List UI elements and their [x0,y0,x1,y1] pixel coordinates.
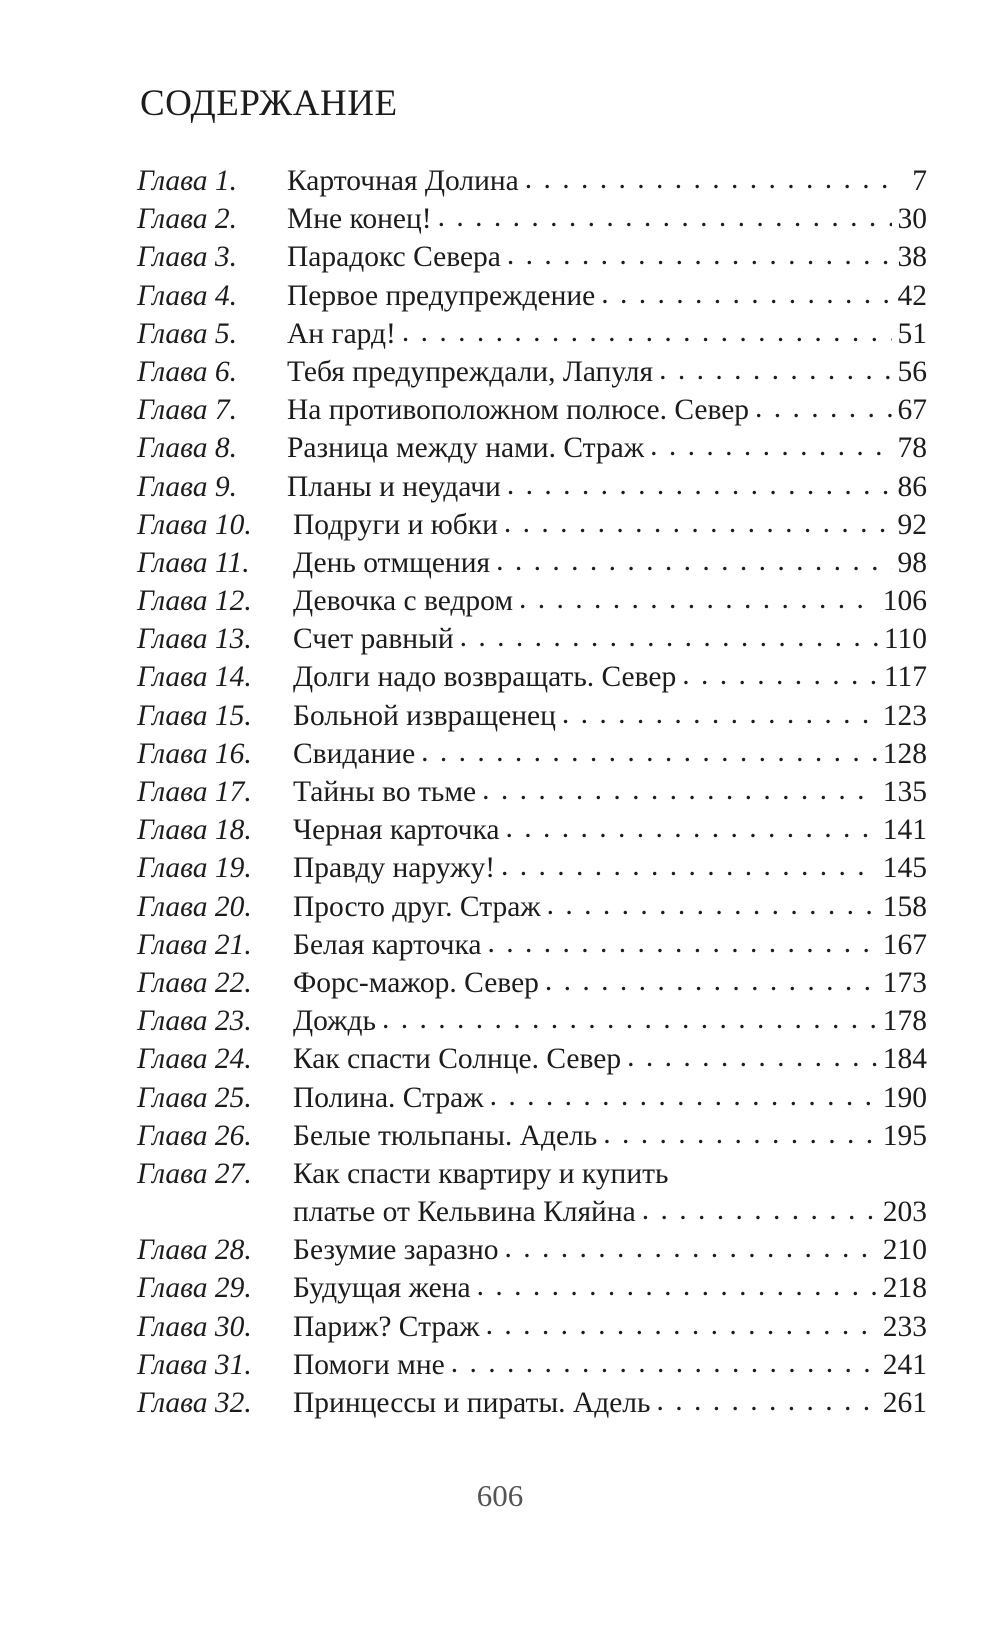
chapter-number: Глава 7. [137,394,238,427]
page-ref: 123 [882,699,927,732]
dot-leader [601,278,891,311]
toc-entry [137,776,927,814]
chapter-number: Глава 24. [137,1043,252,1076]
chapter-title: Долги надо возвращать. Север [293,661,677,694]
dot-leader [547,889,877,922]
page-ref: 128 [882,737,927,770]
dot-leader [487,927,876,960]
chapter-title: Помоги мне [293,1348,445,1381]
chapter-number: Глава 23. [137,1005,252,1038]
chapter-number: Глава 28. [137,1234,252,1267]
page-ref: 167 [882,928,927,961]
toc-entry [137,318,927,356]
chapter-title: Свидание [293,737,416,770]
dot-leader [486,1309,877,1342]
toc-entry [137,891,927,929]
chapter-title-continued: платье от Кельвина Кляйна [293,1196,636,1229]
dot-leader [451,1347,877,1380]
toc-entry [137,1043,927,1081]
chapter-title: Как спасти квартиру и купить [293,1157,669,1190]
dot-leader [460,621,878,654]
dot-leader [562,698,877,731]
toc-entry [137,1234,927,1272]
page-ref: 173 [882,966,927,999]
chapter-title: Разница между нами. Страж [287,432,645,465]
chapter-number: Глава 8. [137,432,238,465]
chapter-number: Глава 26. [137,1119,252,1152]
chapter-title: Просто друг. Страж [293,890,541,923]
toc-entry [137,623,927,661]
chapter-title: Дождь [293,1005,376,1038]
chapter-title: Полина. Страж [293,1081,484,1114]
page-ref: 106 [882,585,927,618]
toc-entry [137,661,927,699]
chapter-number: Глава 16. [137,737,252,770]
page-ref: 30 [897,203,927,236]
chapter-number: Глава 11. [137,546,250,579]
chapter-title: Парадокс Севера [287,241,501,274]
chapter-title: Безумие заразно [293,1234,499,1267]
toc-entry [137,432,927,470]
dot-leader [650,430,891,463]
chapter-title: Как спасти Солнце. Север [293,1043,622,1076]
chapter-title: Форс-мажор. Север [293,966,539,999]
dot-leader [659,354,891,387]
toc-entry [137,203,927,241]
page-ref: 86 [897,470,927,503]
toc-entry [137,509,927,547]
toc-entry [137,471,927,509]
toc-entry [137,814,927,852]
page-ref: 158 [882,890,927,923]
chapter-title: Девочка с ведром [293,585,514,618]
dot-leader [657,1385,877,1418]
chapter-number: Глава 29. [137,1272,252,1305]
page-ref: 38 [897,241,927,274]
toc-entry-continuation [137,1196,927,1234]
dot-leader [603,1118,877,1151]
dot-leader [519,583,877,616]
page-ref: 261 [882,1387,927,1419]
chapter-number: Глава 2. [137,203,238,236]
chapter-title: Белая карточка [293,928,482,961]
chapter-number: Глава 22. [137,966,252,999]
chapter-number: Глава 21. [137,928,252,961]
toc-entry [137,394,927,432]
chapter-title: Черная карточка [293,814,500,847]
toc-entry [137,356,927,394]
dot-leader [421,736,877,769]
dot-leader [382,1003,877,1036]
chapter-number: Глава 14. [137,661,252,694]
chapter-title: Принцессы и пираты. Адель [293,1387,651,1419]
dot-leader [642,1194,877,1227]
chapter-title: Больной извращенец [293,699,556,732]
toc-entry [137,738,927,776]
toc-entry [137,165,927,203]
dot-leader [482,774,877,807]
table-of-contents [137,165,927,1425]
chapter-number: Глава 25. [137,1081,252,1114]
dot-leader [506,812,877,845]
page-ref: 117 [883,661,927,694]
page-ref: 51 [897,317,927,350]
toc-entry [137,1005,927,1043]
page-ref: 7 [912,165,927,197]
chapter-title: На противоположном полюсе. Север [287,394,750,427]
chapter-number: Глава 4. [137,279,238,312]
toc-entry [137,1082,927,1120]
chapter-number: Глава 15. [137,699,252,732]
toc-entry [137,1158,927,1196]
chapter-number: Глава 18. [137,814,252,847]
page-ref: 56 [897,355,927,388]
page-ref: 145 [882,852,927,885]
chapter-title: День отмщения [293,546,491,579]
dot-leader [505,1232,877,1265]
chapter-number: Глава 10. [137,508,252,541]
dot-leader [501,850,877,883]
page-ref: 135 [882,776,927,808]
page-ref: 218 [882,1272,927,1305]
dot-leader [525,163,901,196]
dot-leader [438,201,892,234]
chapter-title: Тебя предупреждали, Лапуля [287,355,654,388]
chapter-title: Белые тюльпаны. Адель [293,1119,598,1152]
chapter-title: Карточная Долина [287,165,519,197]
chapter-title: Мне конец! [287,203,432,236]
dot-leader [402,316,892,349]
page-ref: 67 [897,394,927,427]
page-ref: 110 [883,623,927,656]
chapter-number: Глава 1. [137,165,238,197]
page-ref: 178 [882,1005,927,1038]
chapter-number: Глава 32. [137,1387,252,1419]
toc-entry [137,241,927,279]
chapter-number: Глава 6. [137,355,238,388]
chapter-number: Глава 3. [137,241,238,274]
chapter-title: Счет равный [293,623,454,656]
dot-leader [477,1270,877,1303]
dot-leader [490,1080,877,1113]
page-ref: 241 [882,1348,927,1381]
chapter-title: Подруги и юбки [293,508,498,541]
dot-leader [755,392,891,425]
page-title: СОДЕРЖАНИЕ [140,83,398,124]
dot-leader [682,659,878,692]
toc-entry [137,1120,927,1158]
chapter-title: Париж? Страж [293,1310,480,1343]
dot-leader [507,239,892,272]
toc-entry [137,1349,927,1387]
toc-entry [137,280,927,318]
chapter-number: Глава 17. [137,776,252,808]
chapter-title: Первое предупреждение [287,279,596,312]
toc-entry [137,547,927,585]
chapter-number: Глава 5. [137,317,238,350]
chapter-title: Ан гард! [287,317,396,350]
page-ref: 233 [882,1310,927,1343]
chapter-number: Глава 9. [137,470,238,503]
chapter-number: Глава 27. [137,1157,252,1190]
toc-entry [137,1387,927,1425]
chapter-title: Тайны во тьме [293,776,477,808]
toc-entry [137,852,927,890]
toc-entry [137,700,927,738]
dot-leader [496,545,891,578]
chapter-title: Будущая жена [293,1272,471,1305]
dot-leader [627,1041,877,1074]
chapter-number: Глава 31. [137,1348,252,1381]
page-ref: 42 [897,279,927,312]
dot-leader [504,507,892,540]
dot-leader [545,965,877,998]
chapter-title: Правду наружу! [293,852,496,885]
chapter-number: Глава 20. [137,890,252,923]
page-ref: 190 [882,1081,927,1114]
toc-entry [137,929,927,967]
toc-entry [137,585,927,623]
toc-entry [137,967,927,1005]
chapter-number: Глава 13. [137,623,252,656]
toc-entry [137,1272,927,1310]
chapter-title: Планы и неудачи [287,470,501,503]
page-ref: 92 [897,508,927,541]
page-ref: 98 [897,546,927,579]
page-ref: 78 [897,432,927,465]
chapter-number: Глава 30. [137,1310,252,1343]
page-number: 606 [476,1478,524,1513]
page-ref: 184 [882,1043,927,1076]
page-ref: 141 [882,814,927,847]
page-ref: 195 [882,1119,927,1152]
dot-leader [507,469,892,502]
toc-entry [137,1311,927,1349]
page-ref: 203 [882,1196,927,1229]
chapter-number: Глава 19. [137,852,252,885]
chapter-number: Глава 12. [137,585,252,618]
page-ref: 210 [882,1234,927,1267]
